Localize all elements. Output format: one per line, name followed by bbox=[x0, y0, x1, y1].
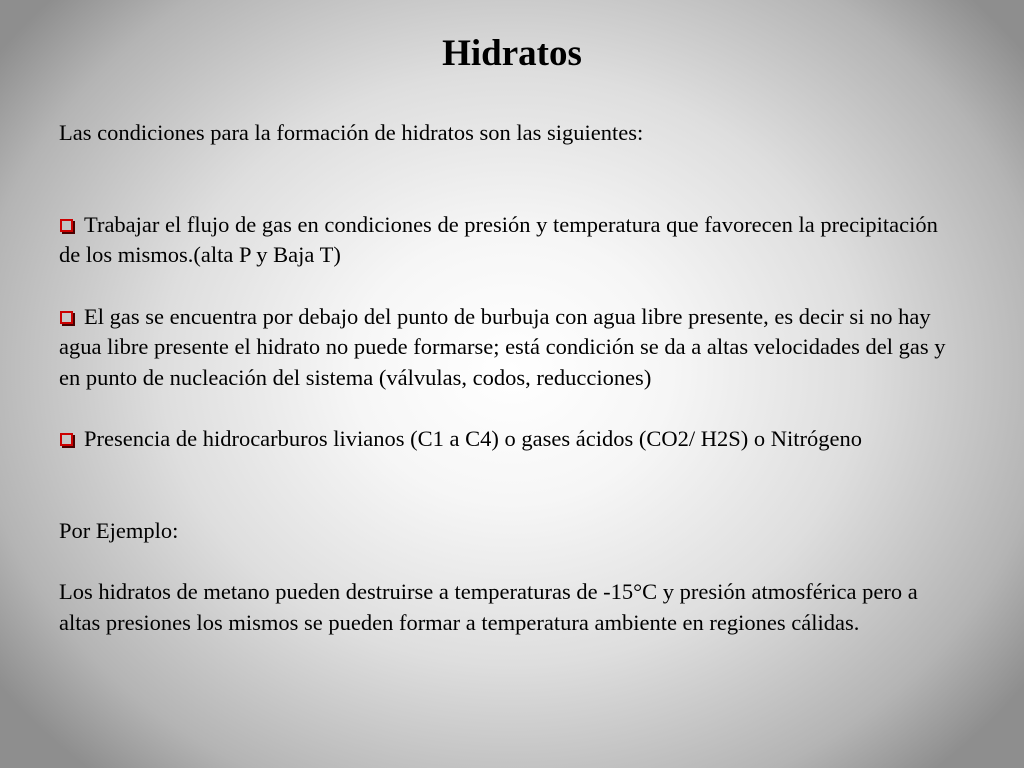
bullet-item bbox=[59, 302, 959, 394]
hollow-square-bullet-icon bbox=[60, 433, 73, 446]
spacer bbox=[59, 546, 959, 577]
slide-title: Hidratos bbox=[442, 33, 582, 74]
spacer bbox=[59, 271, 959, 302]
spacer bbox=[59, 149, 959, 210]
bullet-item bbox=[59, 210, 959, 271]
bullet-text: Trabajar el flujo de gas en condiciones de presión y temperatura que favorecen la precipitación de los mismos.(alta P y Baja T) bbox=[59, 211, 938, 267]
example-text: Los hidratos de metano pueden destruirse a temperaturas de -15°C y presión atmosférica pero a altas presiones los mismos se pueden formar a temperatura ambiente en regiones cálidas. bbox=[59, 579, 918, 635]
example-heading: Por Ejemplo: bbox=[59, 517, 179, 543]
spacer bbox=[59, 393, 959, 424]
slide-body bbox=[59, 118, 959, 638]
hollow-square-bullet-icon bbox=[60, 311, 73, 324]
intro-text: Las condiciones para la formación de hidratos son las siguientes: bbox=[59, 120, 644, 145]
bullet-text: Presencia de hidrocarburos livianos (C1 a C4) o gases ácidos (CO2/ H2S) o Nitrógeno bbox=[84, 426, 862, 451]
hollow-square-bullet-icon bbox=[60, 219, 73, 232]
spacer bbox=[59, 455, 959, 516]
bullet-item bbox=[59, 424, 959, 455]
bullet-text: El gas se encuentra por debajo del punto de burbuja con agua libre presente, es decir si no hay agua libre presente el hidrato no puede formarse; está condición se da a altas velocidades del gas y en punto de nucleación del sistema (válvulas, codos, reducciones) bbox=[59, 303, 946, 390]
